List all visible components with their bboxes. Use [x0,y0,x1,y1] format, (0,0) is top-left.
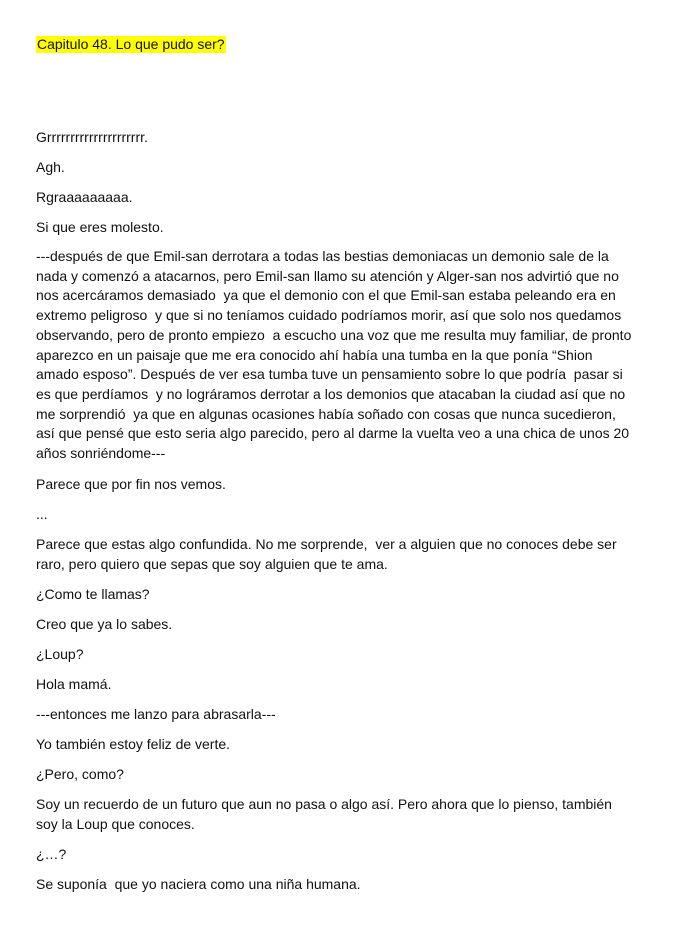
paragraph: ¿Pero, como? [36,765,124,782]
paragraph: Se suponía que yo naciera como una niña humana. [36,875,361,892]
paragraph: Agh. [36,159,65,175]
paragraph: Si que eres molesto. [36,219,164,235]
paragraph: ---entonces me lanzo para abrasarla--- [36,705,276,722]
paragraph: ... [36,505,48,522]
paragraph: Parece que estas algo confundida. No me sorprende, ver a alguien que no conoces debe ser raro, pero quiero que sepas que soy alguien que te ama. [36,535,621,572]
paragraph: ¿Como te llamas? [36,585,150,602]
paragraph: Soy un recuerdo de un futuro que aun no pasa o algo así. Pero ahora que lo pienso, también soy la Loup que conoces. [36,795,616,832]
paragraph: Creo que ya lo sabes. [36,615,173,632]
paragraph: Rgraaaaaaaaa. [36,189,133,205]
paragraph: Parece que por fin nos vemos. [36,475,226,492]
paragraph: Hola mamá. [36,675,112,692]
narration-paragraph: ---después de que Emil-san derrotara a todas las bestias demoniacas un demonio sale de la nada y comenzó a atacarnos, pero Emil-san llamo su atención y Alger-san nos advirtió que no nos acercáramos demasiado ya que el demonio con el que Emil-san estaba peleando era en extremo peligroso y que si no teníamos cuidado podríamos morir, así que solo nos quedamos observando, pero de pronto empiezo a escucho una voz que me resulta muy familiar, de pronto aparezco en un paisaje que me era conocido ahí había una tumba en la que ponía “Shion amado esposo”. Después de ver esa tumba tuve un pensamiento sobre lo que podría pasar si es que perdíamos y no lográramos derrotar a los demonios que atacaban la ciudad así que no me sorprendió ya que en algunas ocasiones había soñado con cosas que nunca sucedieron, así que pensé que esto seria algo parecido, pero al darme la vuelta veo a una chica de unos 20 años sonriéndome--- [36,248,636,462]
paragraph: ¿…? [36,845,67,862]
document-page [36,36,636,892]
paragraph: Grrrrrrrrrrrrrrrrrrrrr. [36,129,148,145]
document-body [36,127,636,904]
paragraph: Yo también estoy feliz de verte. [36,735,231,752]
paragraph: ¿Loup? [36,645,84,662]
chapter-title: Capitulo 48. Lo que pudo ser? [37,36,225,52]
